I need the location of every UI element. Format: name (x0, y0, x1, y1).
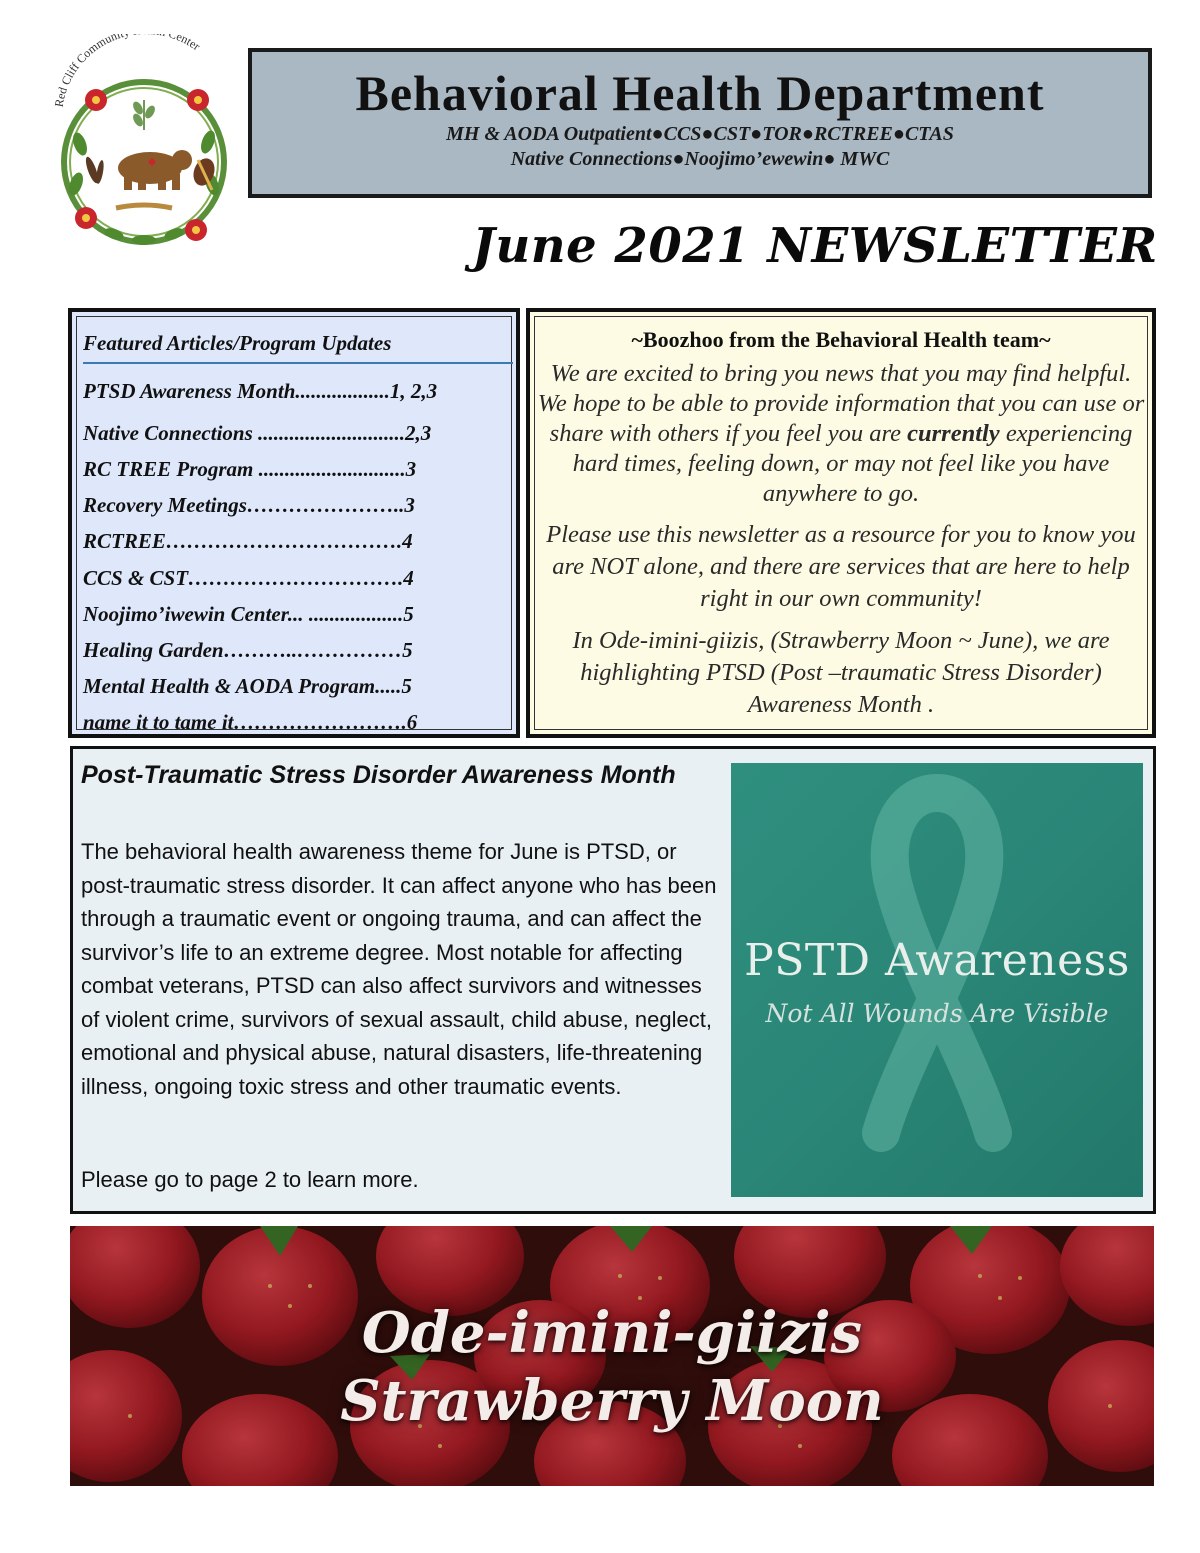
featured-articles-box (68, 308, 520, 738)
toc-item: CCS & CST………………………….4 (83, 566, 414, 590)
ptsd-image-tagline: Not All Wounds Are Visible (765, 999, 1109, 1028)
greeting-text: We are excited to bring you news that you may find helpful. We hope to be able to provide information that you can use or share with others if you feel you are (537, 360, 1145, 447)
header-banner (248, 48, 1152, 198)
toc-item: name it to tame it…………………….6 (83, 710, 418, 734)
article-title: Post-Traumatic Stress Disorder Awareness Month (81, 761, 676, 789)
ptsd-article (70, 746, 1156, 1214)
programs-line-2: Native Connections●Noojimo’ewewin● MWC (510, 148, 890, 170)
banner-title-english: Strawberry Moon (340, 1368, 884, 1434)
newsletter-title: June 2021 NEWSLETTER (472, 218, 1158, 274)
greeting-title: ~Boozhoo from the Behavioral Health team~ (631, 327, 1051, 352)
greeting-emphasis: currently (907, 420, 1000, 447)
greeting-paragraph-2: Please use this newsletter as a resource for you to know you are NOT alone, and there are services that are here to help right in our own community! (546, 521, 1136, 612)
toc-item: PTSD Awareness Month..................1, 2,3 (83, 379, 438, 403)
banner-title-ojibwe: Ode-imini-giizis (361, 1300, 863, 1366)
department-title: Behavioral Health Department (355, 65, 1045, 121)
toc-item: Native Connections ............................2,3 (83, 421, 432, 445)
article-body: The behavioral health awareness theme for June is PTSD, or post-traumatic stress disorder. It can affect anyone who has been through a traumatic event or ongoing trauma, and can affect the survivor’s life to an extreme degree. Most notable for affecting combat veterans, PTSD can also affect survivors and witnesses of violent crime, survivors of sexual assault, child abuse, neglect, emotional and physical abuse, natural disasters, life-threatening illness, ongoing toxic stress and other traumatic events. (81, 839, 717, 1099)
toc-item: RCTREE…………………………….4 (83, 529, 413, 553)
toc-item: Recovery Meetings…………………..3 (83, 493, 415, 517)
logo-graphic (40, 34, 246, 252)
logo-arc-text: Red Cliff Communi Center (51, 34, 203, 108)
toc-item: Mental Health & AODA Program.....5 (83, 674, 412, 698)
greeting-inner-frame (534, 316, 1148, 730)
ptsd-awareness-image (731, 763, 1143, 1197)
toc-item: Noojimo’iwewin Center... ..................5 (83, 602, 414, 626)
toc-item: Healing Garden………..……………5 (83, 638, 413, 662)
greeting-paragraph-3: In Ode-imini-giizis, (Strawberry Moon ~ June), we are highlighting PTSD (Post –traumatic Stress Disorder) Awareness Month . (572, 627, 1110, 718)
article-more-link-text: Please go to page 2 to learn more. (81, 1167, 419, 1192)
toc-inner-frame (76, 316, 512, 734)
health-center-logo (40, 34, 246, 252)
strawberry-moon-banner (70, 1226, 1154, 1486)
greeting-box (526, 308, 1156, 738)
greeting-paragraph-1 (537, 359, 1145, 509)
greeting-text: experiencing hard times, feeling down, or may not feel like you have anywhere to go. (572, 420, 1133, 507)
toc-heading: Featured Articles/Program Updates (83, 331, 513, 364)
toc-item: RC TREE Program ............................3 (83, 457, 417, 481)
programs-line-1: MH & AODA Outpatient●CCS●CST●TOR●RCTREE●CTAS (446, 123, 954, 145)
ptsd-image-headline: PSTD Awareness (744, 935, 1130, 986)
